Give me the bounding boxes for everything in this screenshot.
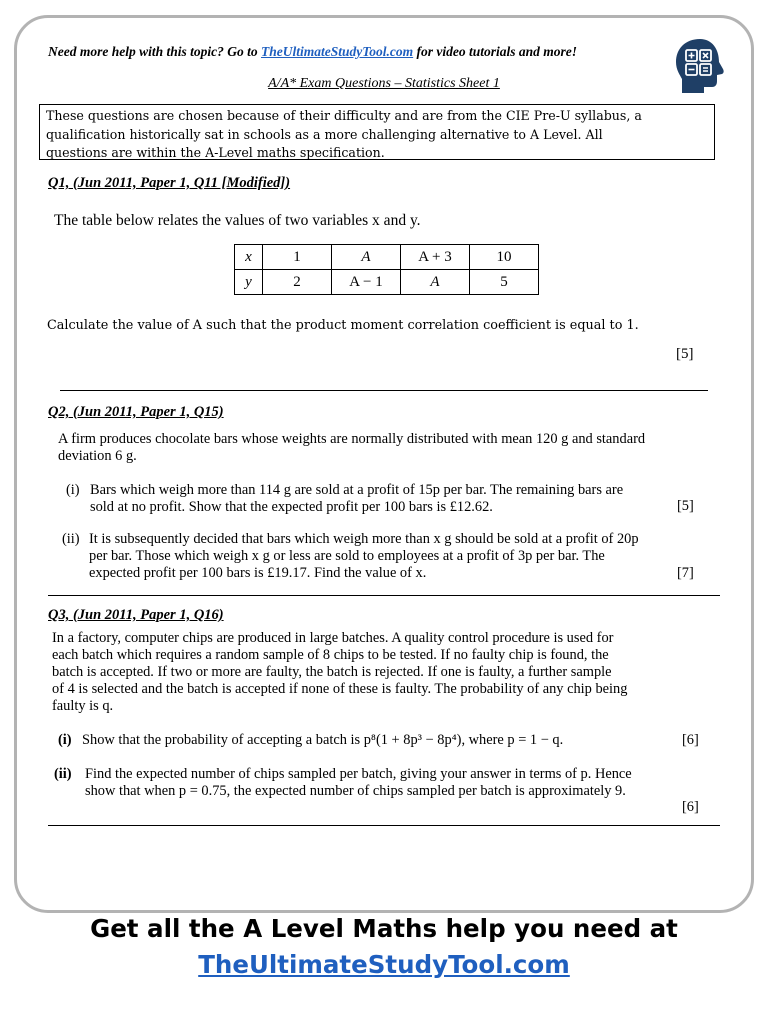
q2-heading: Q2, (Jun 2011, Paper 1, Q15)	[48, 404, 224, 420]
q1-mark: [5]	[676, 346, 694, 362]
text-line: Find the expected number of chips sampled per batch, giving your answer in terms of p. Hence	[85, 766, 632, 782]
text-line: show that when p = 0.75, the expected number of chips sampled per batch is approximately 9.	[85, 783, 626, 799]
part-number: (i)	[58, 732, 72, 748]
promo-prefix: Need more help with this topic? Go to	[48, 44, 262, 59]
text-line: per bar. Those which weigh x g or less are sold to employees at a profit of 3p per bar. The	[89, 548, 605, 564]
intro-line: questions are within the A-Level maths specification.	[46, 145, 385, 160]
footer-link[interactable]: TheUltimateStudyTool.com	[198, 950, 570, 979]
sheet-title	[0, 76, 768, 92]
text-line: batch is accepted. If two or more are faulty, the batch is rejected. If one is faulty, a further sample	[52, 664, 612, 680]
table-cell: 1	[263, 245, 332, 270]
table-cell: 2	[263, 270, 332, 295]
intro-line: qualification historically sat in schools as a more challenging alternative to A Level. All	[46, 126, 603, 142]
text-line: deviation 6 g.	[58, 448, 137, 464]
q3-intro	[52, 630, 712, 715]
text-line: Bars which weigh more than 114 g are sold at a profit of 15p per bar. The remaining bars are	[90, 482, 624, 498]
q3-heading: Q3, (Jun 2011, Paper 1, Q16)	[48, 607, 224, 623]
q3-part-i	[58, 732, 718, 750]
intro-box	[39, 104, 715, 160]
text-line: each batch which requires a random sample of 8 chips to be tested. If no faulty chip is found, the	[52, 647, 609, 663]
part-number: (i)	[66, 482, 80, 498]
part-number: (ii)	[54, 766, 72, 782]
table-cell: y	[235, 270, 263, 295]
table-cell: x	[235, 245, 263, 270]
q2-part-i	[66, 482, 706, 518]
table-cell: 10	[470, 245, 539, 270]
table-cell: A + 3	[401, 245, 470, 270]
divider	[48, 595, 720, 596]
q1-question: Calculate the value of A such that the product moment correlation coefficient is equal to 1.	[47, 318, 639, 333]
sheet-title-text: A/A* Exam Questions – Statistics Sheet 1	[268, 76, 500, 91]
table-cell: A	[332, 245, 401, 270]
table-row	[235, 270, 539, 295]
text-line: It is subsequently decided that bars which weigh more than x g should be sold at a profit of 20p	[89, 531, 639, 547]
q3-part-ii	[54, 766, 718, 802]
text-line: sold at no profit. Show that the expected profit per 100 bars is £12.62.	[90, 499, 493, 515]
q1-heading: Q1, (Jun 2011, Paper 1, Q11 [Modified])	[48, 175, 291, 191]
q1-intro: The table below relates the values of two variables x and y.	[54, 212, 421, 229]
q2-part-ii	[62, 531, 706, 583]
promo-link[interactable]: TheUltimateStudyTool.com	[261, 44, 414, 59]
divider	[48, 825, 720, 826]
q2-intro	[58, 431, 708, 465]
q1-values-table	[234, 244, 539, 295]
q3-part-i-mark: [6]	[682, 732, 699, 748]
promo-suffix: for video tutorials and more!	[413, 44, 578, 59]
text-line: Show that the probability of accepting a batch is p⁸(1 + 8p³ − 8p⁴), where p = 1 − q.	[82, 732, 564, 748]
q2-part-i-mark: [5]	[677, 498, 694, 514]
text-line: In a factory, computer chips are produced in large batches. A quality control procedure is used for	[52, 630, 614, 646]
footer-tagline: Get all the A Level Maths help you need at	[90, 914, 678, 943]
text-line: A firm produces chocolate bars whose weights are normally distributed with mean 120 g and standard	[58, 431, 646, 447]
q2-part-ii-mark: [7]	[677, 565, 694, 581]
table-cell: 5	[470, 270, 539, 295]
divider	[60, 390, 708, 391]
promo-banner	[48, 44, 577, 60]
q3-part-ii-mark: [6]	[682, 799, 699, 815]
intro-line: These questions are chosen because of their difficulty and are from the CIE Pre-U syllabus, a	[46, 108, 642, 123]
text-line: of 4 is selected and the batch is accepted if none of these is faulty. The probability of any chip being	[52, 681, 628, 697]
table-cell: A − 1	[332, 270, 401, 295]
text-line: expected profit per 100 bars is £19.17. Find the value of x.	[89, 565, 427, 581]
table-cell: A	[401, 270, 470, 295]
table-row	[235, 245, 539, 270]
text-line: faulty is q.	[52, 698, 114, 714]
part-number: (ii)	[62, 531, 80, 547]
